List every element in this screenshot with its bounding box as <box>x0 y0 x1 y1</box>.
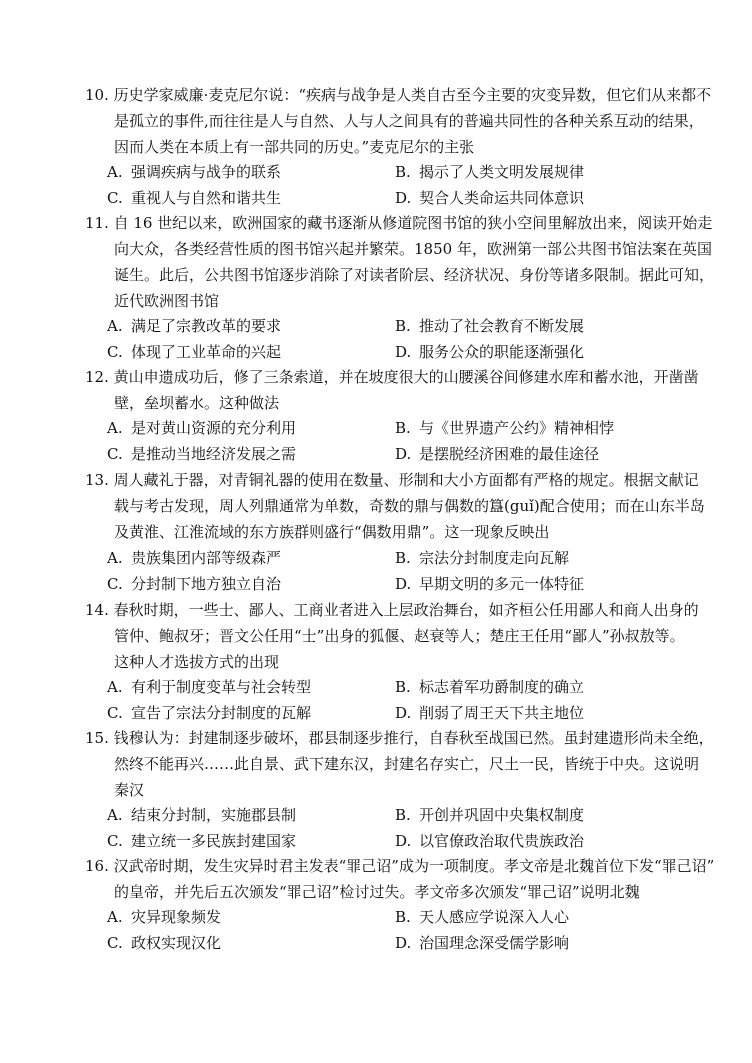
option-15-b[interactable] <box>395 802 584 828</box>
option-text: 推动了社会教育不断发展 <box>419 317 585 335</box>
option-14-a[interactable] <box>107 674 311 700</box>
option-label: A. <box>107 908 123 926</box>
option-text: 以官僚政治取代贵族政治 <box>419 832 585 850</box>
option-10-b[interactable] <box>395 159 584 185</box>
option-text: 贵族集团内部等级森严 <box>131 549 282 567</box>
question-15-line-3: 秦汉 <box>114 781 145 799</box>
question-16-line-1: 16. 汉武帝时期，发生灾异时君主发表“罪己诏”成为一项制度。孝文帝是北魏首位下发“罪己诏” <box>85 857 715 875</box>
option-label: B. <box>395 317 411 335</box>
option-text: 结束分封制，实施郡县制 <box>131 806 297 824</box>
option-12-d[interactable] <box>395 441 599 467</box>
option-11-c[interactable] <box>107 339 281 365</box>
question-10-line-1: 10. 历史学家威廉·麦克尼尔说：“疾病与战争是人类自古至今主要的灾变异数，但它们从来都不 <box>85 86 712 104</box>
option-12-c[interactable] <box>107 441 296 467</box>
option-label: B. <box>395 908 411 926</box>
option-16-b[interactable] <box>395 904 569 930</box>
option-text: 开创并巩固中央集权制度 <box>419 806 585 824</box>
option-label: A. <box>107 678 123 696</box>
option-15-d[interactable] <box>395 828 584 854</box>
option-label: B. <box>395 806 411 824</box>
option-label: D. <box>395 934 412 952</box>
option-text: 分封制下地方独立自治 <box>131 575 282 593</box>
option-13-d[interactable] <box>395 571 584 597</box>
option-label: B. <box>395 419 411 437</box>
question-13-line-3: 及黄淮、江淮流域的东方族群则盛行“偶数用鼎”。这一现象反映出 <box>114 523 550 541</box>
question-12-line-2: 壁，垒坝蓄水。这种做法 <box>114 394 280 412</box>
option-11-b[interactable] <box>395 313 584 339</box>
option-label: A. <box>107 549 123 567</box>
option-text: 重视人与自然和谐共生 <box>131 189 282 207</box>
option-16-a[interactable] <box>107 904 221 930</box>
question-11-line-2: 向大众，各类经营性质的图书馆兴起并繁荣。1850 年，欧洲第一部公共图书馆法案在英国 <box>114 240 712 258</box>
option-label: D. <box>395 343 412 361</box>
option-label: C. <box>107 934 123 952</box>
option-15-c[interactable] <box>107 828 296 854</box>
option-text: 削弱了周王天下共主地位 <box>419 704 585 722</box>
option-label: B. <box>395 163 411 181</box>
question-15-line-2: 然终不能再兴……此自景、武下建东汉，封建名存实亡，尺土一民，皆统于中央。这说明 <box>114 755 700 773</box>
option-text: 治国理念深受儒学影响 <box>419 934 570 952</box>
option-label: D. <box>395 445 412 463</box>
option-text: 是摆脱经济困难的最佳途径 <box>419 445 600 463</box>
question-14-line-1: 14. 春秋时期，一些士、鄙人、工商业者进入上层政治舞台，如齐桓公任用鄙人和商人出身的 <box>85 601 699 619</box>
option-label: C. <box>107 575 123 593</box>
option-label: B. <box>395 549 411 567</box>
option-text: 早期文明的多元一体特征 <box>419 575 585 593</box>
option-label: B. <box>395 678 411 696</box>
option-label: A. <box>107 317 123 335</box>
option-13-b[interactable] <box>395 545 569 571</box>
question-10-line-3: 因而人类在本质上有一部共同的历史。”麦克尼尔的主张 <box>114 138 475 156</box>
option-text: 标志着军功爵制度的确立 <box>419 678 585 696</box>
option-text: 宣告了宗法分封制度的瓦解 <box>131 704 312 722</box>
option-12-a[interactable] <box>107 415 296 441</box>
option-label: D. <box>395 832 412 850</box>
option-text: 是推动当地经济发展之需 <box>131 445 297 463</box>
option-text: 天人感应学说深入人心 <box>419 908 570 926</box>
question-16-line-2: 的皇帝，并先后五次颁发“罪己诏”检讨过失。孝文帝多次颁发“罪己诏”说明北魏 <box>114 883 640 901</box>
question-11-line-3: 诞生。此后，公共图书馆逐步消除了对读者阶层、经济状况、身份等诸多限制。据此可知， <box>114 266 715 284</box>
question-11-line-1: 11. 自 16 世纪以来，欧洲国家的藏书逐渐从修道院图书馆的狭小空间里解放出来，阅读开始走 <box>85 214 713 232</box>
question-12-line-1: 12. 黄山申遗成功后，修了三条索道，并在坡度很大的山腰溪谷间修建水库和蓄水池，开凿凿 <box>85 368 699 386</box>
question-11-line-4: 近代欧洲图书馆 <box>114 292 220 310</box>
question-13-line-2: 载与考古发现，周人列鼎通常为单数，奇数的鼎与偶数的簋(guǐ)配合使用；而在山东半岛 <box>114 497 705 515</box>
option-11-d[interactable] <box>395 339 584 365</box>
option-text: 宗法分封制度走向瓦解 <box>419 549 570 567</box>
option-label: C. <box>107 189 123 207</box>
question-14-line-3: 这种人才选拔方式的出现 <box>114 653 280 671</box>
option-14-b[interactable] <box>395 674 584 700</box>
option-13-a[interactable] <box>107 545 281 571</box>
option-text: 满足了宗教改革的要求 <box>131 317 282 335</box>
option-12-b[interactable] <box>395 415 614 441</box>
question-10-line-2: 是孤立的事件,而往往是人与自然、人与人之间具有的普遍共同性的各种关系互动的结果， <box>114 112 704 130</box>
option-14-d[interactable] <box>395 700 584 726</box>
option-label: C. <box>107 704 123 722</box>
option-text: 有利于制度变革与社会转型 <box>131 678 312 696</box>
question-13-line-1: 13. 周人藏礼于器，对青铜礼器的使用在数量、形制和大小方面都有严格的规定。根据文献记 <box>85 471 699 489</box>
option-13-c[interactable] <box>107 571 281 597</box>
option-text: 灾异现象频发 <box>131 908 222 926</box>
option-text: 体现了工业革命的兴起 <box>131 343 282 361</box>
option-16-c[interactable] <box>107 930 221 956</box>
question-14-line-2: 管仲、鲍叔牙；晋文公任用“士”出身的狐偃、赵衰等人；楚庄王任用“鄙人”孙叔敖等。 <box>114 627 685 645</box>
option-text: 服务公众的职能逐渐强化 <box>419 343 585 361</box>
option-label: C. <box>107 343 123 361</box>
option-text: 强调疾病与战争的联系 <box>131 163 282 181</box>
option-label: C. <box>107 832 123 850</box>
option-label: D. <box>395 189 412 207</box>
option-label: C. <box>107 445 123 463</box>
option-10-d[interactable] <box>395 185 584 211</box>
option-11-a[interactable] <box>107 313 281 339</box>
option-label: D. <box>395 704 412 722</box>
option-text: 建立统一多民族封建国家 <box>131 832 297 850</box>
option-label: A. <box>107 419 123 437</box>
option-text: 政权实现汉化 <box>131 934 222 952</box>
option-label: A. <box>107 163 123 181</box>
option-label: A. <box>107 806 123 824</box>
question-15-line-1: 15. 钱穆认为：封建制逐步破坏，郡县制逐步推行，自春秋至战国已然。虽封建遗形尚未全绝， <box>85 729 714 747</box>
option-text: 与《世界遗产公约》精神相悖 <box>419 419 615 437</box>
option-10-a[interactable] <box>107 159 281 185</box>
option-15-a[interactable] <box>107 802 296 828</box>
option-text: 是对黄山资源的充分利用 <box>131 419 297 437</box>
option-text: 契合人类命运共同体意识 <box>419 189 585 207</box>
option-10-c[interactable] <box>107 185 281 211</box>
option-label: D. <box>395 575 412 593</box>
option-16-d[interactable] <box>395 930 569 956</box>
option-14-c[interactable] <box>107 700 311 726</box>
option-text: 揭示了人类文明发展规律 <box>419 163 585 181</box>
